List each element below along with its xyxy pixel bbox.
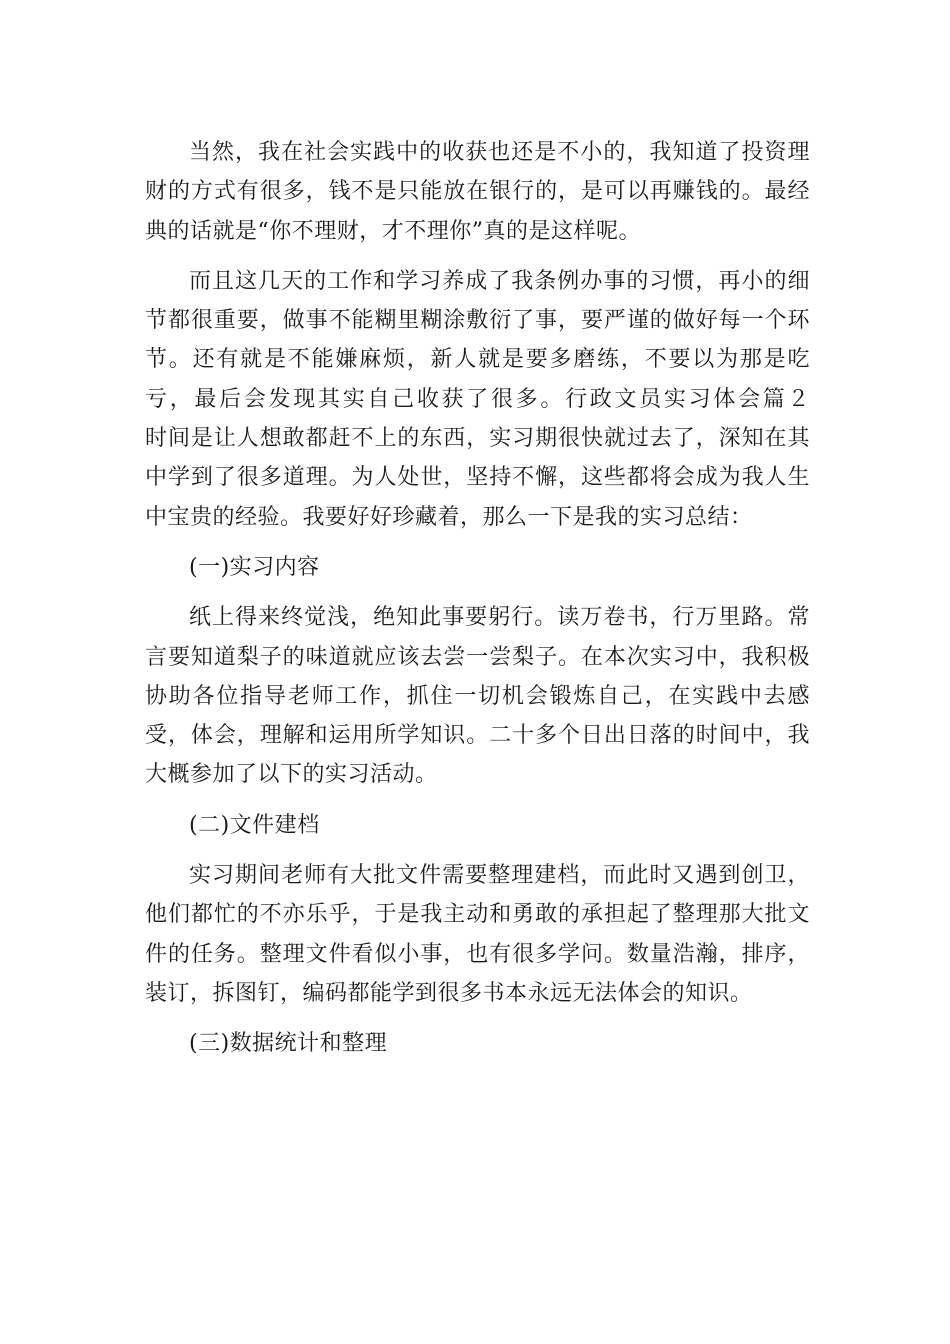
document-page: [145, 133, 856, 1075]
section-heading-data-statistics: (三)数据统计和整理: [189, 1031, 388, 1057]
paragraph-internship-content: 纸上得来终觉浅，绝知此事要躬行。读万卷书，行万里路。常言要知道梨子的味道就应该去尝一尝梨子。在本次实习中，我积极协助各位指导老师工作，抓住一切机会锻炼自己，在实践中去感受，体会，理解和运用所学知识。二十多个日出日落的时间中，我大概参加了以下的实习活动。: [145, 605, 810, 788]
paragraph-work-habits: 而且这几天的工作和学习养成了我条例办事的习惯，再小的细节都很重要，做事不能糊里糊涂敷衍了事，要严谨的做好每一个环节。还有就是不能嫌麻烦，新人就是要多磨练，不要以为那是吃亏，最后会发现其实自己收获了很多。行政文员实习体会篇２ 时间是让人想敢都赶不上的东西，实习期很快就过去了，深知在其中学到了很多道理。为人处世，坚持不懈，这些都将会成为我人生中宝贵的经验。我要好好珍藏着，那么一下是我的实习总结：: [145, 268, 856, 530]
section-heading-file-archiving: (二)文件建档: [189, 812, 320, 838]
paragraph-file-archiving: 实习期间老师有大批文件需要整理建档，而此时又遇到创卫，他们都忙的不亦乐乎，于是我主动和勇敢的承担起了整理那大批文件的任务。整理文件看似小事，也有很多学问。数量浩瀚，排序，装订，拆图钉，编码都能学到很多书本永远无法体会的知识。: [145, 863, 810, 1006]
paragraph-investment-gains: 当然，我在社会实践中的收获也还是不小的，我知道了投资理财的方式有很多，钱不是只能放在银行的，是可以再赚钱的。最经典的话就是“你不理财，才不理你”真的是这样呢。: [145, 140, 810, 244]
section-heading-internship-content: (一)实习内容: [189, 554, 320, 580]
